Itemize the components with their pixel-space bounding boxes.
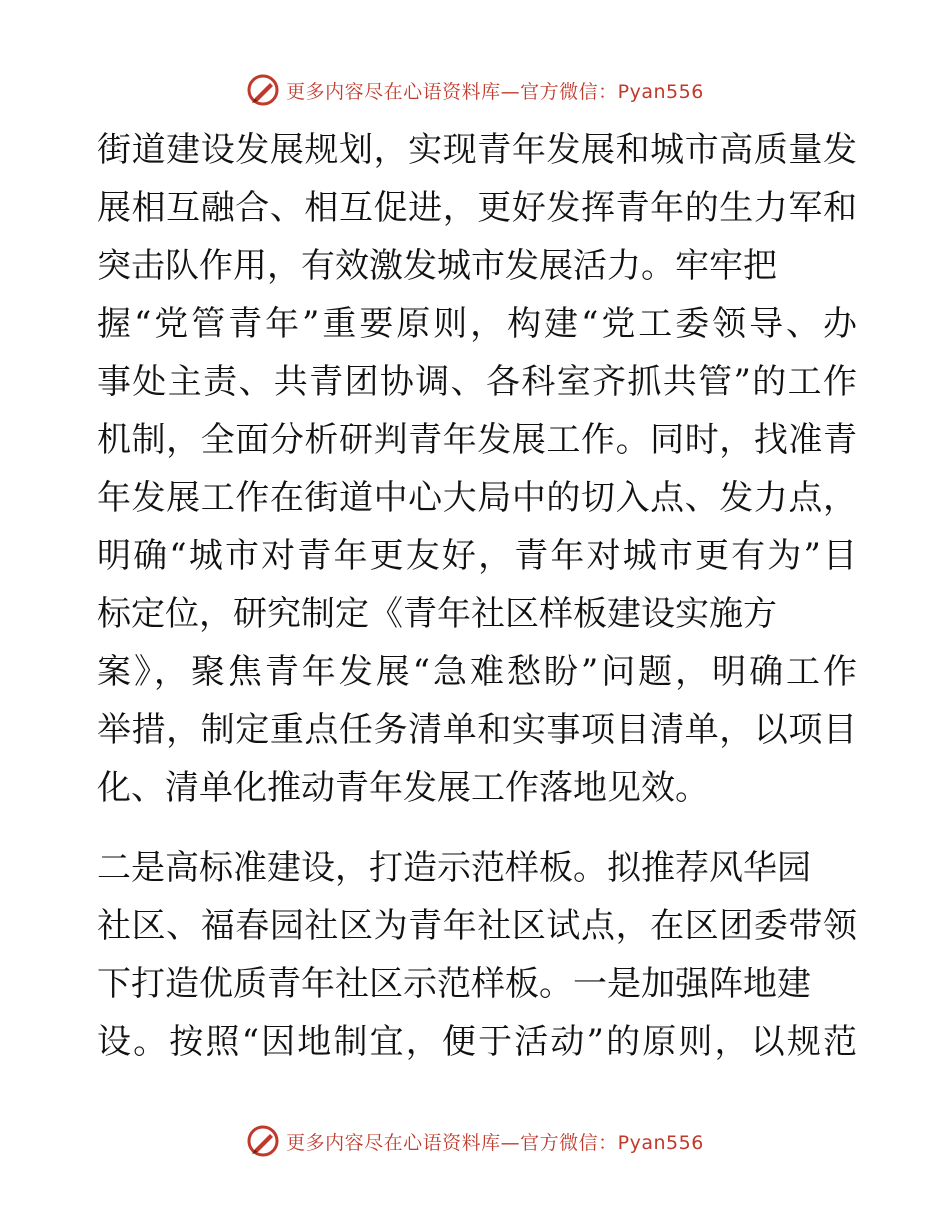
text-line: 社区、福春园社区为青年社区试点，在区团委带领	[97, 906, 857, 946]
pen-logo-icon	[246, 73, 280, 107]
text-line: 握“党管青年”重要原则，构建“党工委领导、办	[97, 304, 857, 344]
footer-watermark	[0, 1121, 950, 1161]
text-line: 二是高标准建设，打造示范样板。拟推荐风华园	[97, 848, 811, 888]
text-line: 举措，制定重点任务清单和实事项目清单，以项目	[97, 710, 857, 750]
text-line: 案》，聚焦青年发展“急难愁盼”问题，明确工作	[97, 652, 857, 692]
text-line: 事处主责、共青团协调、各科室齐抓共管”的工作	[97, 362, 857, 402]
text-line: 化、清单化推动青年发展工作落地见效。	[97, 768, 709, 808]
header-watermark-text: 更多内容尽在心语资料库—官方微信：Pyan556	[286, 80, 704, 103]
text-line: 街道建设发展规划，实现青年发展和城市高质量发	[97, 130, 857, 170]
paragraph-2	[97, 839, 857, 1071]
text-line: 明确“城市对青年更友好，青年对城市更有为”目	[97, 536, 857, 576]
text-line: 设。按照“因地制宜，便于活动”的原则，以规范	[97, 1022, 857, 1062]
footer-watermark-text: 更多内容尽在心语资料库—官方微信：Pyan556	[286, 1131, 704, 1154]
text-line: 年发展工作在街道中心大局中的切入点、发力点，	[97, 478, 857, 518]
text-line: 下打造优质青年社区示范样板。一是加强阵地建	[97, 964, 811, 1004]
header-watermark	[0, 70, 950, 110]
paragraph-gap	[97, 817, 857, 839]
paragraph-1	[97, 121, 857, 817]
text-line: 标定位，研究制定《青年社区样板建设实施方	[97, 594, 777, 634]
text-line: 突击队作用，有效激发城市发展活力。牢牢把	[97, 246, 777, 286]
pen-logo-icon	[246, 1124, 280, 1158]
text-line: 机制，全面分析研判青年发展工作。同时，找准青	[97, 420, 857, 460]
document-body	[97, 121, 857, 1071]
text-line: 展相互融合、相互促进，更好发挥青年的生力军和	[97, 188, 857, 228]
